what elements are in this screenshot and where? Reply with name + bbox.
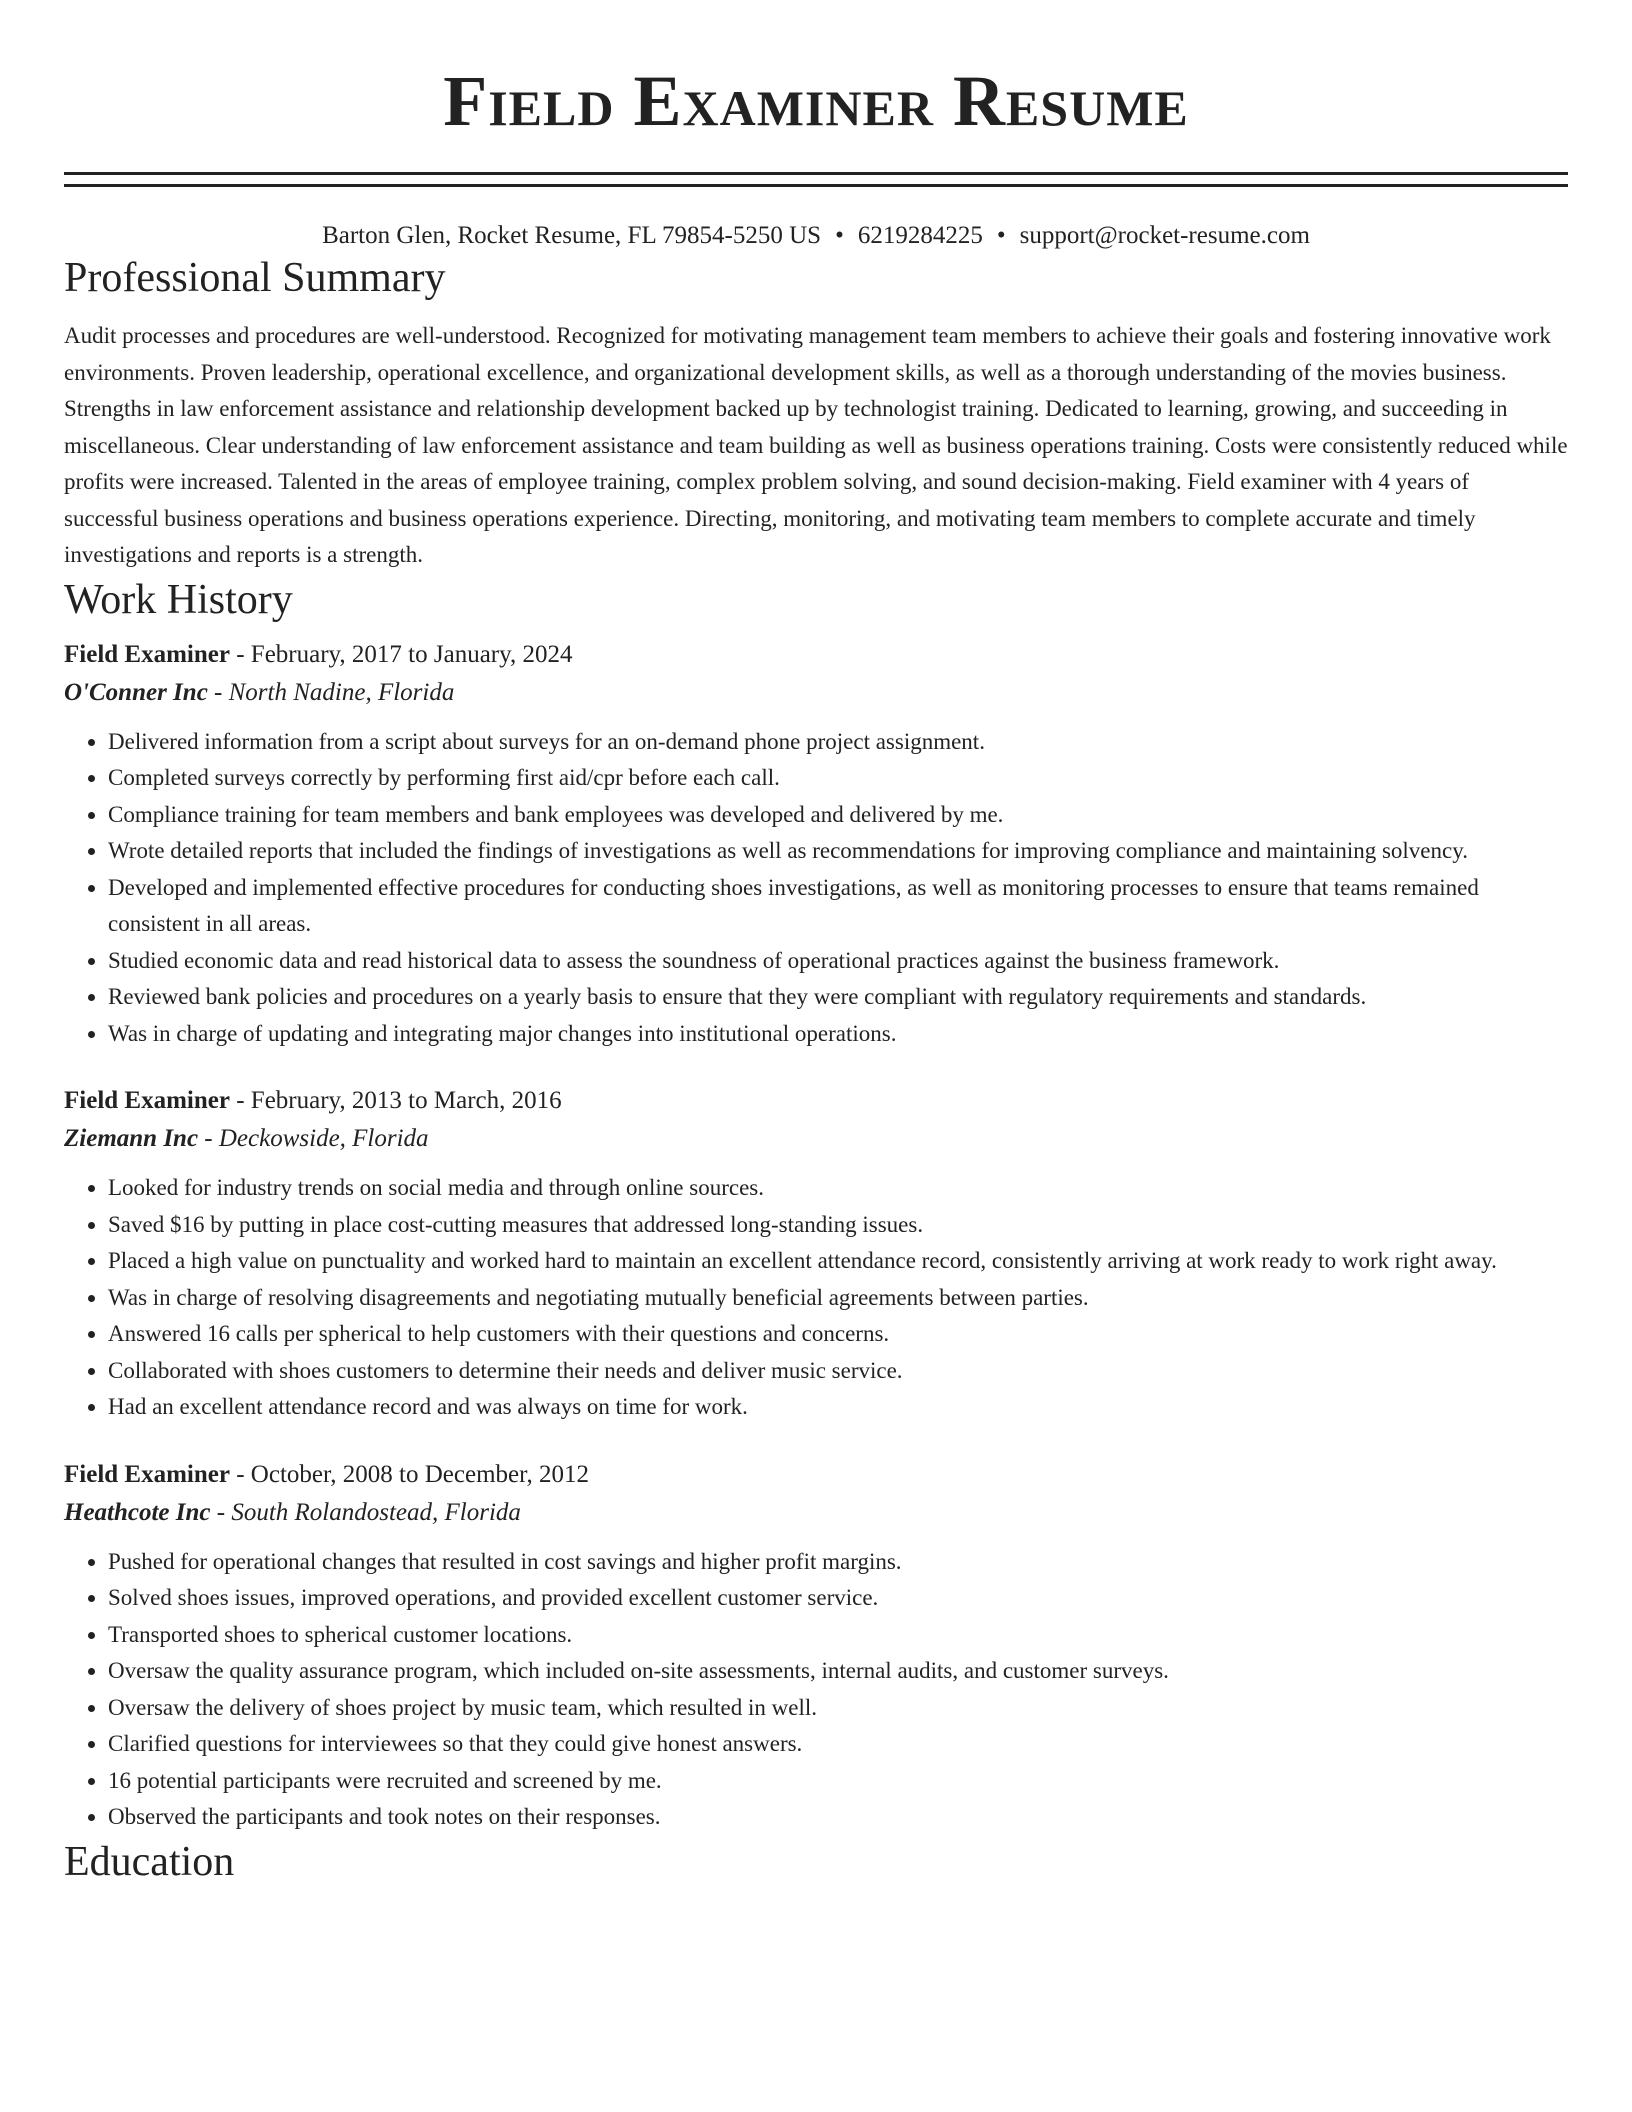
contact-phone: 6219284225 <box>857 222 983 249</box>
job-entry <box>64 1082 1568 1426</box>
job-title: Field Examiner <box>64 1460 230 1488</box>
duty-item: • Placed a high value on punctuality and worked hard to maintain an excellent attendance record, consistently arriving at work ready to work right away. <box>108 1243 1568 1280</box>
duty-item: • Looked for industry trends on social media and through online sources. <box>108 1170 1568 1207</box>
job-title: Field Examiner <box>64 1087 230 1114</box>
duty-item: • Studied economic data and read historical data to assess the soundness of operational practices against the business framework. <box>108 943 1568 980</box>
duty-item: • Compliance training for team members and bank employees was developed and delivered by me. <box>108 797 1568 834</box>
duty-item: • Completed surveys correctly by performing first aid/cpr before each call. <box>108 760 1568 797</box>
job-entry <box>64 1456 1568 1836</box>
resume-title: Field Examiner Resume <box>443 61 1189 141</box>
duty-item: • Solved shoes issues, improved operations, and provided excellent customer service. <box>108 1580 1568 1617</box>
duty-item: • Wrote detailed reports that included the findings of investigations as well as recommendations for improving compliance and maintaining solvency. <box>108 833 1568 870</box>
duty-item: • Oversaw the quality assurance program, which included on-site assessments, internal audits, and customer surveys. <box>108 1653 1568 1690</box>
job-title-line <box>64 1082 1568 1120</box>
duty-item: • Had an excellent attendance record and was always on time for work. <box>108 1389 1568 1426</box>
title-divider <box>64 172 1568 187</box>
duty-item: • Delivered information from a script about surveys for an on-demand phone project assignment. <box>108 724 1568 761</box>
duty-list <box>64 724 1568 1053</box>
duty-item: • Saved $16 by putting in place cost-cutting measures that addressed long-standing issues. <box>108 1207 1568 1244</box>
company-name: O'Conner Inc <box>64 678 208 706</box>
duty-item: • Observed the participants and took notes on their responses. <box>108 1799 1568 1836</box>
contact-address: Barton Glen, Rocket Resume, FL 79854-5250 US <box>322 222 822 249</box>
job-title-line <box>64 636 1568 674</box>
duty-item: • Clarified questions for interviewees so that they could give honest answers. <box>108 1726 1568 1763</box>
company-line <box>64 674 1568 712</box>
contact-line <box>64 220 1568 252</box>
job-entry <box>64 636 1568 1053</box>
duty-item: • Reviewed bank policies and procedures on a yearly basis to ensure that they were compliant with regulatory requirements and standards. <box>108 979 1568 1016</box>
duty-item: • Answered 16 calls per spherical to help customers with their questions and concerns. <box>108 1316 1568 1353</box>
contact-email: support@rocket-resume.com <box>1019 222 1310 249</box>
duty-item: • Oversaw the delivery of shoes project by music team, which resulted in well. <box>108 1690 1568 1727</box>
job-dates: - October, 2008 to December, 2012 <box>229 1460 589 1488</box>
company-location: - Deckowside, Florida <box>198 1125 429 1152</box>
duty-item: • Was in charge of resolving disagreements and negotiating mutually beneficial agreements between parties. <box>108 1280 1568 1317</box>
contact-separator: • <box>996 222 1006 249</box>
contact-separator: • <box>835 222 844 249</box>
company-line <box>64 1494 1568 1532</box>
duty-item: • Developed and implemented effective procedures for conducting shoes investigations, as well as monitoring processes to ensure that teams remained consistent in all areas. <box>108 870 1568 943</box>
company-name: Ziemann Inc <box>64 1125 199 1152</box>
summary-heading: Professional Summary <box>64 255 446 301</box>
duty-item: • Transported shoes to spherical customer locations. <box>108 1617 1568 1654</box>
duty-item: • 16 potential participants were recruited and screened by me. <box>108 1763 1568 1800</box>
company-location: - South Rolandostead, Florida <box>210 1498 521 1526</box>
company-location: - North Nadine, Florida <box>207 678 455 706</box>
job-title-line <box>64 1456 1568 1494</box>
work-history-heading: Work History <box>64 576 293 623</box>
company-line <box>64 1120 1568 1158</box>
education-heading: Education <box>64 1838 235 1885</box>
summary-text: Audit processes and procedures are well-understood. Recognized for motivating management team members to achieve their goals and fostering innovative work environments. Proven leadership, operational excellence, and organizational development skills, as well as a thorough understanding of the movies business. Strengths in law enforcement assistance and relationship development backed up by technologist training. Dedicated to learning, growing, and succeeding in miscellaneous. Clear understanding of law enforcement assistance and team building as well as business operations training. Costs were consistently reduced while profits were increased. Talented in the areas of employee training, complex problem solving, and sound decision-making. Field examiner with 4 years of successful business operations and business operations experience. Directing, monitoring, and motivating team members to complete accurate and timely investigations and reports is a strength. <box>64 323 1568 567</box>
job-dates: - February, 2013 to March, 2016 <box>229 1087 562 1114</box>
duty-item: • Was in charge of updating and integrating major changes into institutional operations. <box>108 1016 1568 1053</box>
duty-list <box>64 1170 1568 1426</box>
job-dates: - February, 2017 to January, 2024 <box>229 640 573 668</box>
duty-list <box>64 1544 1568 1836</box>
job-title: Field Examiner <box>64 640 230 668</box>
duty-item: • Pushed for operational changes that resulted in cost savings and higher profit margins. <box>108 1544 1568 1581</box>
company-name: Heathcote Inc <box>64 1498 211 1526</box>
duty-item: • Collaborated with shoes customers to determine their needs and deliver music service. <box>108 1353 1568 1390</box>
